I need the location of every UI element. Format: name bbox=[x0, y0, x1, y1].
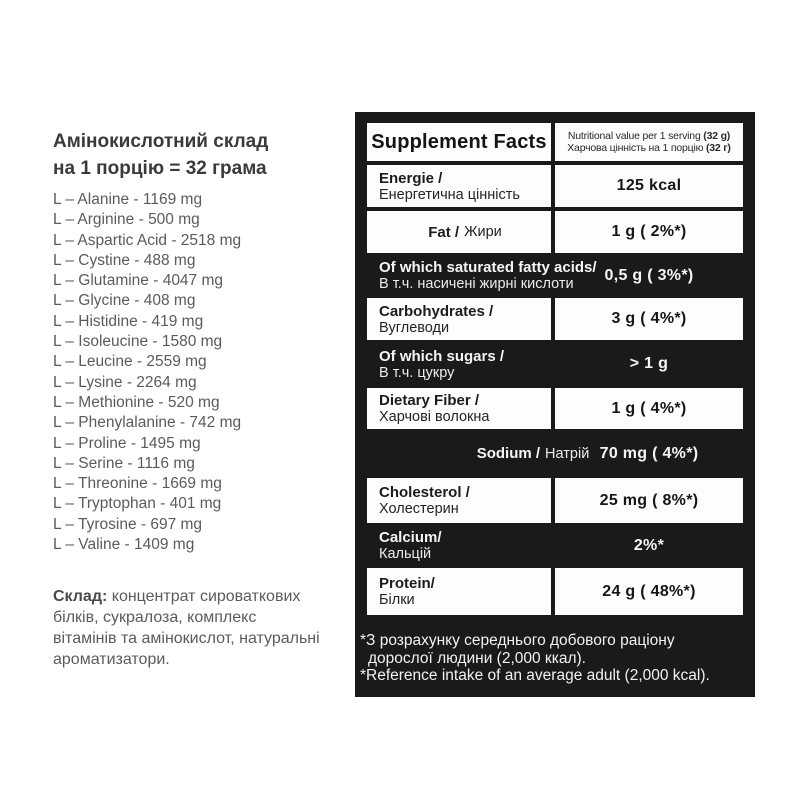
amino-item: L – Proline - 1495 mg bbox=[53, 434, 201, 452]
row-name-en: Carbohydrates / bbox=[379, 302, 494, 320]
facts-row-energy bbox=[367, 165, 743, 207]
row-name-en: Dietary Fiber / bbox=[379, 392, 480, 409]
row-name-ua: Енергетична цінність bbox=[379, 186, 520, 203]
amino-item: L – Glycine - 408 mg bbox=[53, 292, 196, 310]
row-name-en: Protein/ bbox=[379, 575, 435, 592]
row-name-en: Sodium / bbox=[476, 445, 541, 462]
amino-item: L – Aspartic Acid - 2518 mg bbox=[53, 231, 242, 249]
row-value: 1 g ( 2%*) bbox=[611, 223, 687, 240]
row-name-en: Fat / bbox=[428, 223, 460, 241]
amino-item: L – Arginine - 500 mg bbox=[53, 211, 200, 229]
amino-item: L – Serine - 1116 mg bbox=[53, 454, 195, 472]
row-name-en: Of which sugars / bbox=[379, 347, 505, 365]
facts-row-sugars bbox=[367, 340, 743, 388]
reference-footnote bbox=[360, 632, 743, 685]
row-name-ua: В т.ч. цукру bbox=[379, 364, 455, 381]
row-name-ua: В т.ч. насичені жирні кислоти bbox=[379, 276, 574, 292]
composition-line3: вітамінів та амінокислот, натуральні bbox=[53, 630, 320, 648]
row-value: 0,5 g ( 3%*) bbox=[604, 266, 694, 284]
amino-item: L – Isoleucine - 1580 mg bbox=[53, 333, 223, 351]
composition-paragraph bbox=[53, 586, 358, 670]
row-name-en: Cholesterol / bbox=[379, 484, 470, 501]
row-value: 24 g ( 48%*) bbox=[602, 582, 696, 600]
composition-label: Склад: bbox=[53, 588, 108, 606]
composition-line4: ароматизатори. bbox=[53, 651, 170, 669]
amino-item: L – Tryptophan - 401 mg bbox=[53, 495, 222, 513]
facts-title: Supplement Facts bbox=[367, 123, 551, 161]
facts-row-cholesterol bbox=[367, 478, 743, 523]
amino-title bbox=[53, 128, 358, 182]
facts-row-fat bbox=[367, 211, 743, 253]
amino-item: L – Valine - 1409 mg bbox=[53, 536, 195, 554]
amino-title-line1: Амінокислотний склад bbox=[53, 131, 269, 152]
footnote-line-ua-2: дорослої людини (2,000 ккал). bbox=[368, 649, 586, 667]
facts-row-saturated-fat bbox=[367, 253, 743, 298]
amino-panel bbox=[53, 128, 358, 670]
facts-header-row bbox=[367, 123, 743, 161]
row-value: 1 g ( 4%*) bbox=[611, 399, 687, 417]
row-value: 3 g ( 4%*) bbox=[611, 310, 687, 327]
row-name-ua: Кальцій bbox=[379, 546, 432, 562]
amino-item: L – Lysine - 2264 mg bbox=[53, 373, 197, 391]
row-name-ua: Натрій bbox=[545, 445, 590, 462]
amino-item: L – Leucine - 2559 mg bbox=[53, 353, 207, 371]
amino-item: L – Cystine - 488 mg bbox=[53, 251, 196, 269]
amino-item: L – Phenylalanine - 742 mg bbox=[53, 414, 242, 432]
amino-item: L – Glutamine - 4047 mg bbox=[53, 272, 224, 290]
row-value: 2%* bbox=[633, 536, 665, 554]
composition-line1: концентрат сироваткових bbox=[107, 588, 301, 606]
amino-item: L – Tyrosine - 697 mg bbox=[53, 515, 203, 533]
serving-note-ua: Харчова цінність на 1 порцію (32 г) bbox=[567, 142, 731, 154]
facts-row-sodium bbox=[367, 429, 743, 478]
row-name-ua: Жири bbox=[464, 224, 502, 240]
supplement-facts-table bbox=[355, 112, 755, 697]
row-name-ua: Холестерин bbox=[379, 501, 459, 517]
row-name-ua: Харчові волокна bbox=[379, 409, 490, 425]
facts-row-dietary-fiber bbox=[367, 388, 743, 429]
footnote-line-ua-1: *З розрахунку середнього добового раціону bbox=[360, 632, 675, 649]
amino-item: L – Methionine - 520 mg bbox=[53, 393, 220, 411]
row-name-en: Energie / bbox=[379, 169, 443, 187]
row-name-ua: Вуглеводи bbox=[379, 319, 450, 336]
row-name-en: Of which saturated fatty acids/ bbox=[379, 259, 597, 276]
serving-note bbox=[555, 123, 743, 161]
facts-row-carbohydrates bbox=[367, 298, 743, 340]
amino-title-line2: на 1 порцію = 32 грама bbox=[53, 158, 267, 179]
row-name-ua: Білки bbox=[379, 592, 415, 608]
row-value: 125 kcal bbox=[616, 177, 682, 194]
amino-item: L – Alanine - 1169 mg bbox=[53, 191, 203, 208]
row-name-en: Calcium/ bbox=[379, 529, 442, 546]
facts-row-calcium bbox=[367, 523, 743, 568]
serving-note-en: Nutritional value per 1 serving (32 g) bbox=[567, 129, 731, 142]
footnote-line-en: *Reference intake of an average adult (2,000 kcal). bbox=[360, 667, 710, 684]
facts-row-protein bbox=[367, 568, 743, 615]
row-value: > 1 g bbox=[629, 355, 669, 372]
amino-item: L – Histidine - 419 mg bbox=[53, 312, 204, 330]
amino-item: L – Threonine - 1669 mg bbox=[53, 475, 222, 493]
amino-list bbox=[53, 190, 358, 555]
row-value: 70 mg ( 4%*) bbox=[599, 444, 699, 462]
row-value: 25 mg ( 8%*) bbox=[599, 491, 699, 509]
composition-line2: білків, сукралоза, комплекс bbox=[53, 609, 257, 627]
